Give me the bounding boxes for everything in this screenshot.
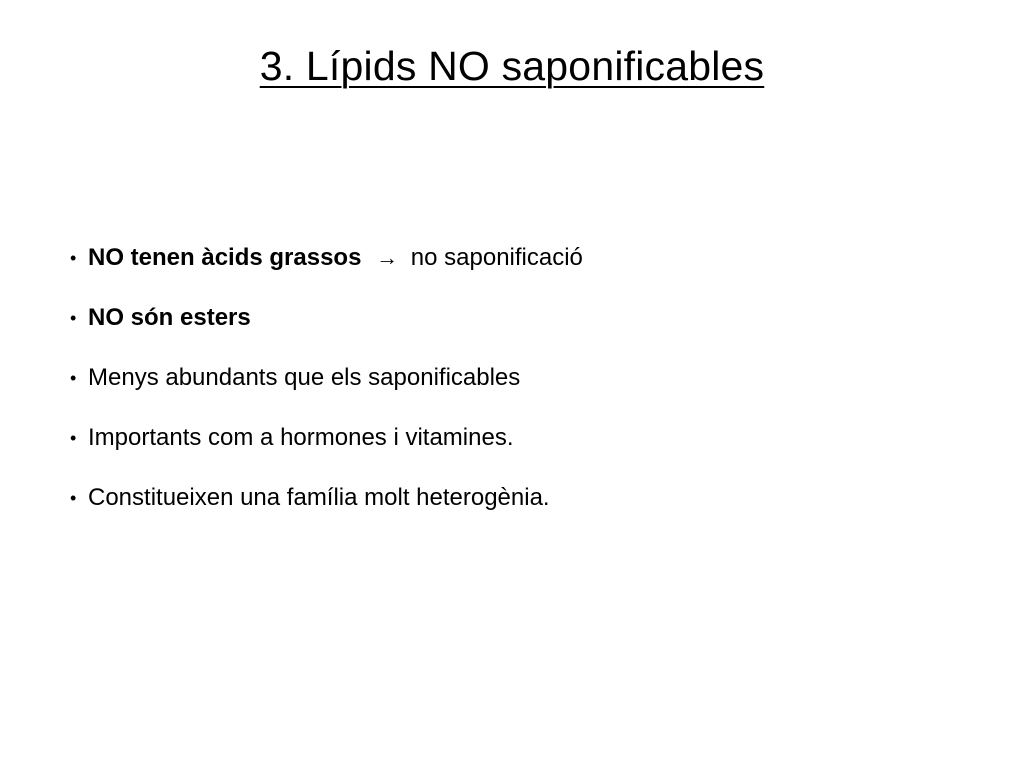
bullet-bold-text: NO són esters [88, 304, 251, 331]
bullet-list [70, 236, 970, 536]
bullet-item-3 [70, 356, 970, 400]
slide-title-text: 3. Lípids NO saponificables [259, 43, 765, 89]
bullet-text: Menys abundants que els saponificables [88, 364, 521, 391]
bullet-icon: • [70, 248, 77, 268]
bullet-text: Constitueixen una família molt heterogènia. [88, 484, 550, 511]
bullet-item-5 [70, 476, 970, 520]
bullet-icon: • [70, 428, 77, 448]
bullet-text: no saponificació [410, 244, 583, 271]
bullet-item-4 [70, 416, 970, 460]
bullet-icon: • [70, 308, 77, 328]
bullet-icon: • [70, 488, 77, 508]
arrow-right-icon: → [376, 245, 399, 270]
bullet-icon: • [70, 368, 77, 388]
slide-title [0, 38, 1024, 94]
bullet-bold-text: NO tenen àcids grassos [88, 244, 362, 271]
bullet-item-2 [70, 296, 970, 340]
bullet-item-1 [70, 236, 970, 280]
bullet-text: Importants com a hormones i vitamines. [88, 424, 514, 451]
